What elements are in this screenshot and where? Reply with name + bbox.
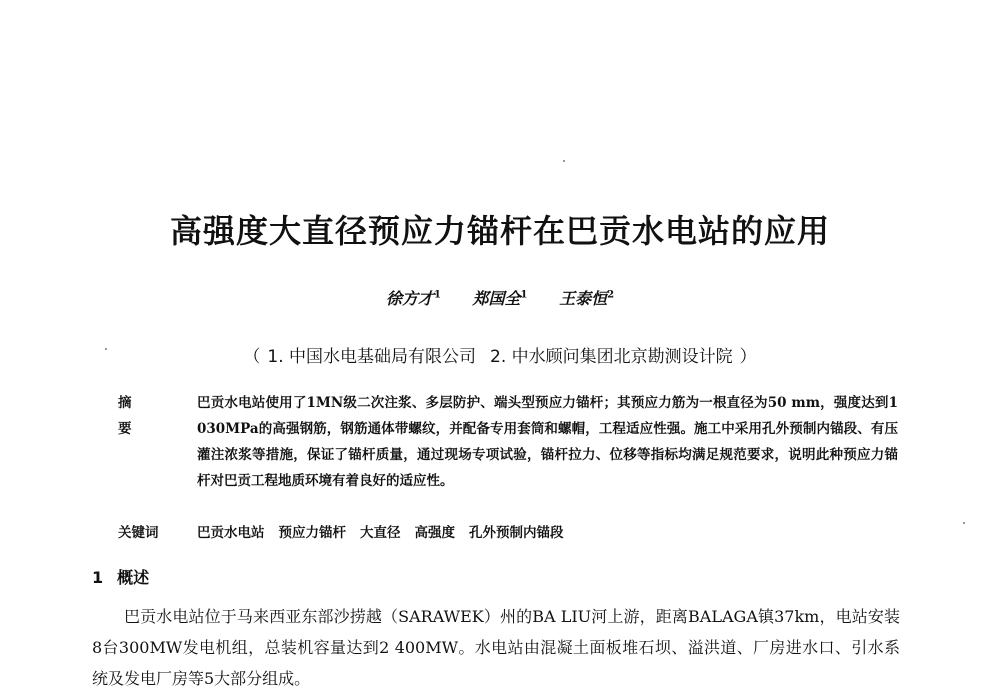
author-list — [0, 286, 1000, 309]
paren-close: ） — [739, 347, 757, 367]
keyword: 大直径 — [360, 525, 401, 541]
scan-speck — [563, 160, 565, 162]
paper-title: 高强度大直径预应力锚杆在巴贡水电站的应用 — [169, 212, 830, 250]
affiliation-mark: 2 — [607, 289, 615, 301]
affiliation-2: 2. 中水顾问集团北京勘测设计院 — [490, 347, 733, 367]
author-name: 徐方才 — [385, 289, 434, 308]
keyword: 预应力锚杆 — [278, 525, 346, 541]
author-2 — [473, 289, 528, 308]
abstract-text: 巴贡水电站使用了1MN级二次注浆、多层防护、端头型预应力锚杆；其预应力筋为一根直径为50 mm，强度达到1 030MPa的高强钢筋，钢筋通体带螺纹，并配备专用套筒和螺帽，工程适应性强。施工中采用孔外预制内锚段、有压灌注浓浆等措施，保证了锚杆质量，通过现场专项试验，锚杆拉力、位移等指标均满足规范要求，说明此种预应力锚杆对巴贡工程地质环境有着良好的适应性。 — [197, 395, 898, 489]
keywords — [118, 520, 898, 546]
abstract-label: 摘要 — [118, 395, 154, 437]
section-heading — [92, 565, 149, 588]
affiliation-mark: 1 — [433, 289, 441, 301]
affiliation-1: 1. 中国水电基础局有限公司 — [267, 347, 476, 367]
body-paragraph: 巴贡水电站位于马来西亚东部沙捞越（SARAWEK）州的BA LIU河上游，距离BALAGA镇37km，电站安装8台300MW发电机组，总装机容量达到2 400MW。水电站由混凝土面板堆石坝、溢洪道、厂房进水口、引水系统及发电厂房等5大部分组成。 — [92, 607, 900, 688]
author-name: 王泰恒 — [559, 289, 608, 308]
keyword: 巴贡水电站 — [197, 525, 265, 541]
keywords-label: 关键词 — [118, 525, 159, 541]
keyword: 孔外预制内锚段 — [469, 525, 564, 541]
author-3 — [559, 289, 614, 308]
abstract — [118, 390, 898, 494]
author-name: 郑国全 — [472, 289, 521, 308]
paren-open: （ — [243, 347, 261, 367]
section-number: 1 — [92, 568, 104, 587]
affiliation-mark: 1 — [520, 289, 528, 301]
scan-speck — [963, 522, 965, 524]
keyword: 高强度 — [414, 525, 455, 541]
section-title: 概述 — [117, 568, 150, 587]
author-1 — [386, 289, 441, 308]
affiliations — [0, 342, 1000, 367]
